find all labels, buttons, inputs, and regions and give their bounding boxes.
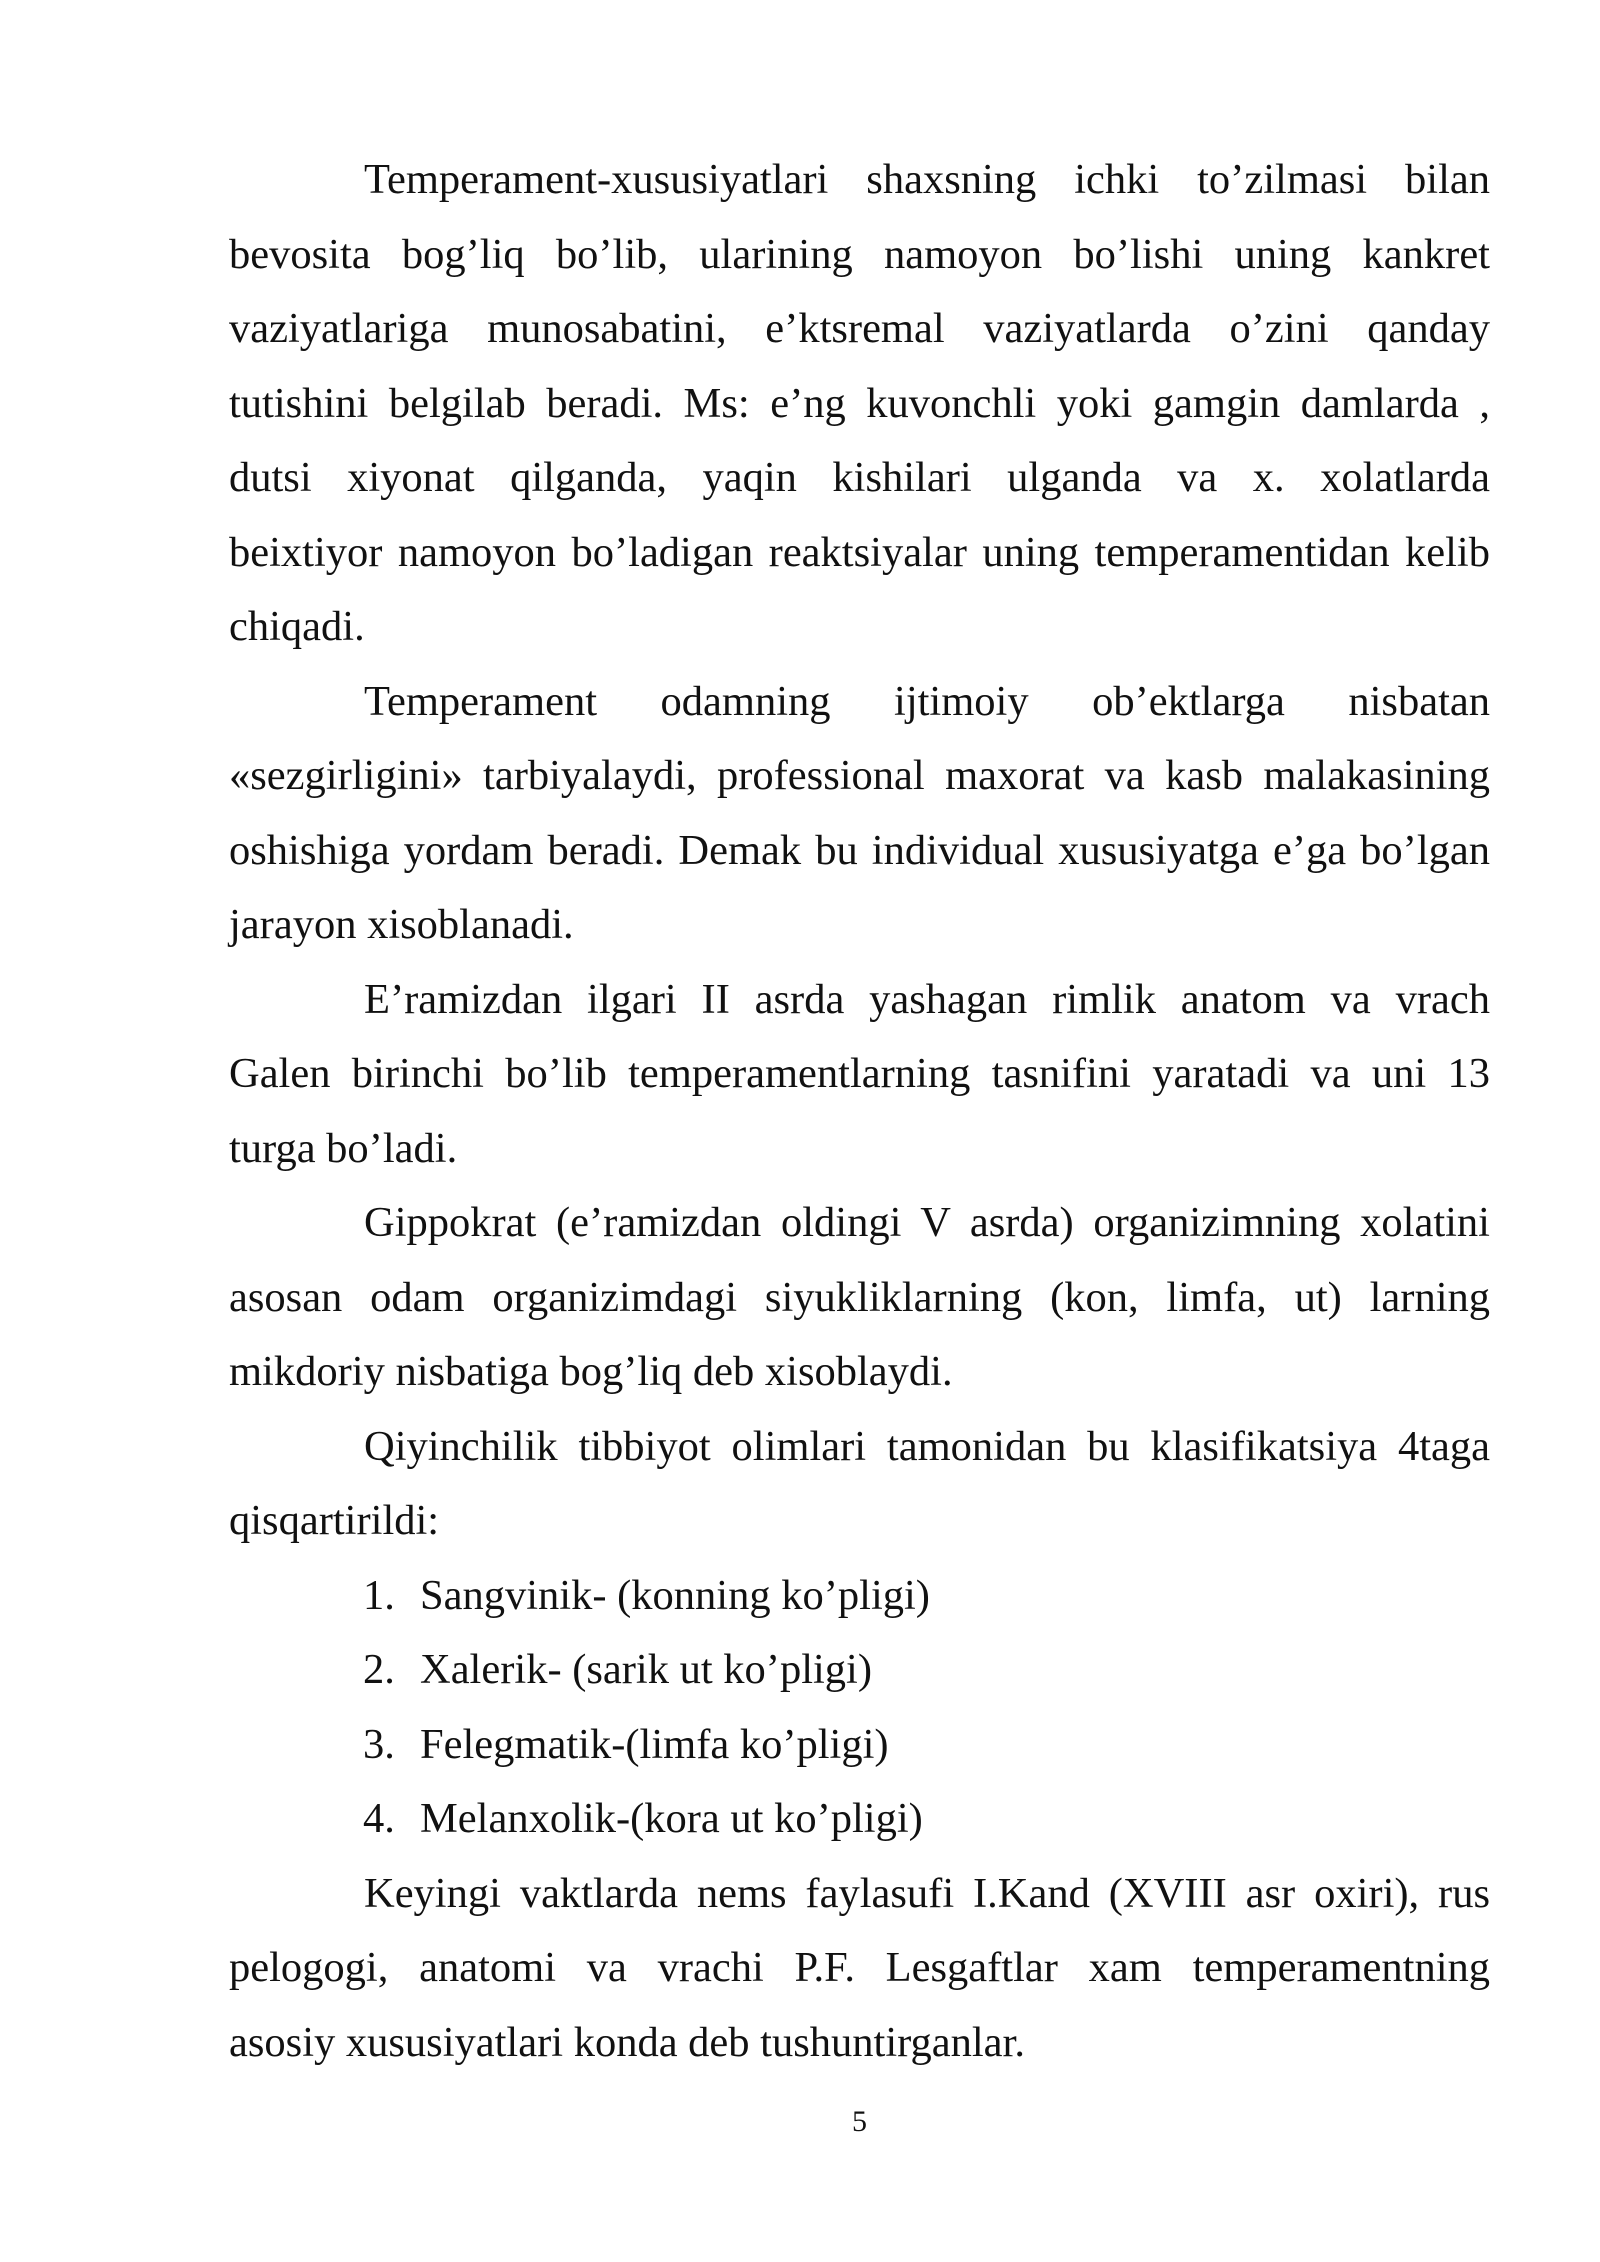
text-line: turga bo’ladi. (229, 1124, 458, 1172)
list-item (229, 1782, 1490, 1857)
list-item-number: 1. (363, 1571, 395, 1619)
list-item-number: 3. (363, 1720, 395, 1768)
text-line: vaziyatlariga munosabatini, e’ktsremal vaziyatlarda o’zini qanday (229, 305, 1490, 352)
text-line: Gippokrat (e’ramizdan oldingi V asrda) organizimning xolatini (364, 1199, 1490, 1246)
page-number: 5 (852, 2105, 867, 2138)
list-item-text: Felegmatik-(limfa ko’pligi) (420, 1720, 889, 1768)
paragraph-5 (229, 1410, 1490, 1559)
text-line: beixtiyor namoyon bo’ladigan reaktsiyalar uning temperamentidan kelib (229, 528, 1490, 576)
text-line: Galen birinchi bo’lib temperamentlarning tasnifini yaratadi va uni 13 (229, 1050, 1490, 1097)
paragraph-4 (229, 1186, 1490, 1410)
list-item-text: Sangvinik- (konning ko’pligi) (420, 1571, 930, 1619)
list-item-text: Xalerik- (sarik ut ko’pligi) (420, 1646, 873, 1693)
list-item (229, 1559, 1490, 1634)
list-item-number: 4. (363, 1795, 395, 1842)
paragraph-3 (229, 963, 1490, 1187)
list-item (229, 1708, 1490, 1783)
text-line: asosan odam organizimdagi siyukliklarning (kon, limfa, ut) larning (229, 1273, 1490, 1321)
text-line: tutishini belgilab beradi. Ms: e’ng kuvonchli yoki gamgin damlarda , (229, 379, 1490, 427)
text-line: dutsi xiyonat qilganda, yaqin kishilari ulganda va x. xolatlarda (229, 454, 1490, 501)
text-line: Temperament-xususiyatlari shaxsning ichki to’zilmasi bilan (364, 156, 1490, 203)
temperament-list (229, 1559, 1490, 1857)
text-line: «sezgirligini» tarbiyalaydi, professional maxorat va kasb malakasining (229, 752, 1490, 799)
text-line: pelogogi, anatomi va vrachi P.F. Lesgaftlar xam temperamentning (229, 1944, 1490, 1991)
text-line: asosiy xususiyatlari konda deb tushuntirganlar. (229, 2018, 1025, 2066)
document-body (229, 143, 1490, 2080)
text-line: mikdoriy nisbatiga bog’liq deb xisoblaydi. (229, 1348, 953, 1395)
list-item-text: Melanxolik-(kora ut ko’pligi) (420, 1795, 923, 1842)
text-line: oshishiga yordam beradi. Demak bu individual xususiyatga e’ga bo’lgan (229, 826, 1490, 874)
text-line: Qiyinchilik tibbiyot olimlari tamonidan bu klasifikatsiya 4taga (364, 1422, 1490, 1470)
text-line: qisqartirildi: (229, 1497, 440, 1544)
list-item-number: 2. (363, 1646, 395, 1693)
paragraph-1 (229, 143, 1490, 665)
paragraph-2 (229, 665, 1490, 963)
paragraph-6 (229, 1857, 1490, 2081)
text-line: jarayon xisoblanadi. (229, 901, 574, 948)
text-line: Temperament odamning ijtimoiy ob’ektlarga nisbatan (364, 677, 1490, 725)
text-line: bevosita bog’liq bo’lib, ularining namoyon bo’lishi uning kankret (229, 230, 1490, 278)
text-line: Keyingi vaktlarda nems faylasufi I.Kand (XVIII asr oxiri), rus (364, 1869, 1490, 1917)
text-line: chiqadi. (229, 603, 365, 650)
text-line: E’ramizdan ilgari II asrda yashagan rimlik anatom va vrach (364, 975, 1490, 1023)
list-item (229, 1633, 1490, 1708)
